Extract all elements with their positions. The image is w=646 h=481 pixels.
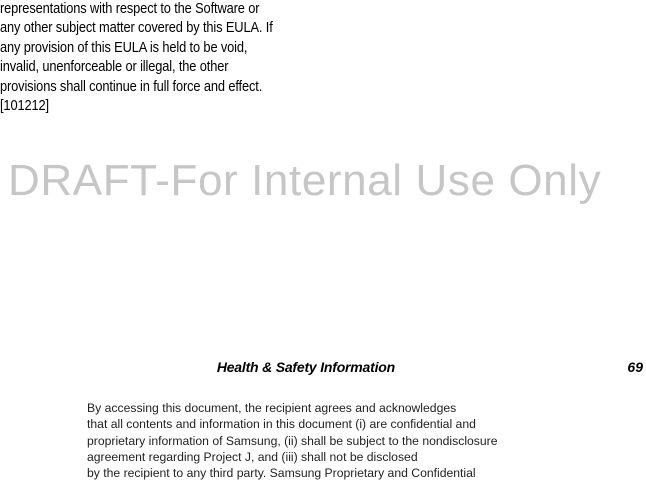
notice-line: by the recipient to any third party. Samsung Proprietary and Confidential [87,466,476,481]
notice-line: agreement regarding Project J, and (iii) shall not be disclosed [87,449,418,464]
body-text-line: invalid, unenforceable or illegal, the other [0,59,229,76]
body-text-line: any provision of this EULA is held to be void, [0,39,248,56]
notice-line: By accessing this document, the recipient agrees and acknowledges [87,401,457,415]
page-footer [0,356,646,378]
footer-section-title: Health & Safety Information [216,359,395,375]
body-text-line: provisions shall continue in full force and effect. [0,78,263,95]
notice-line: that all contents and information in this document (i) are confidential and [87,417,476,432]
body-text-line: [101212] [0,98,49,115]
eula-body-text [0,0,310,116]
body-text-line: representations with respect to the Software or [0,1,260,17]
page-number: 69 [627,359,643,375]
confidentiality-notice [87,400,557,481]
draft-watermark: DRAFT-For Internal Use Only [8,156,602,205]
body-text-line: any other subject matter covered by this EULA. If [0,20,273,37]
notice-line: proprietary information of Samsung, (ii) shall be subject to the nondisclosure [87,433,498,448]
